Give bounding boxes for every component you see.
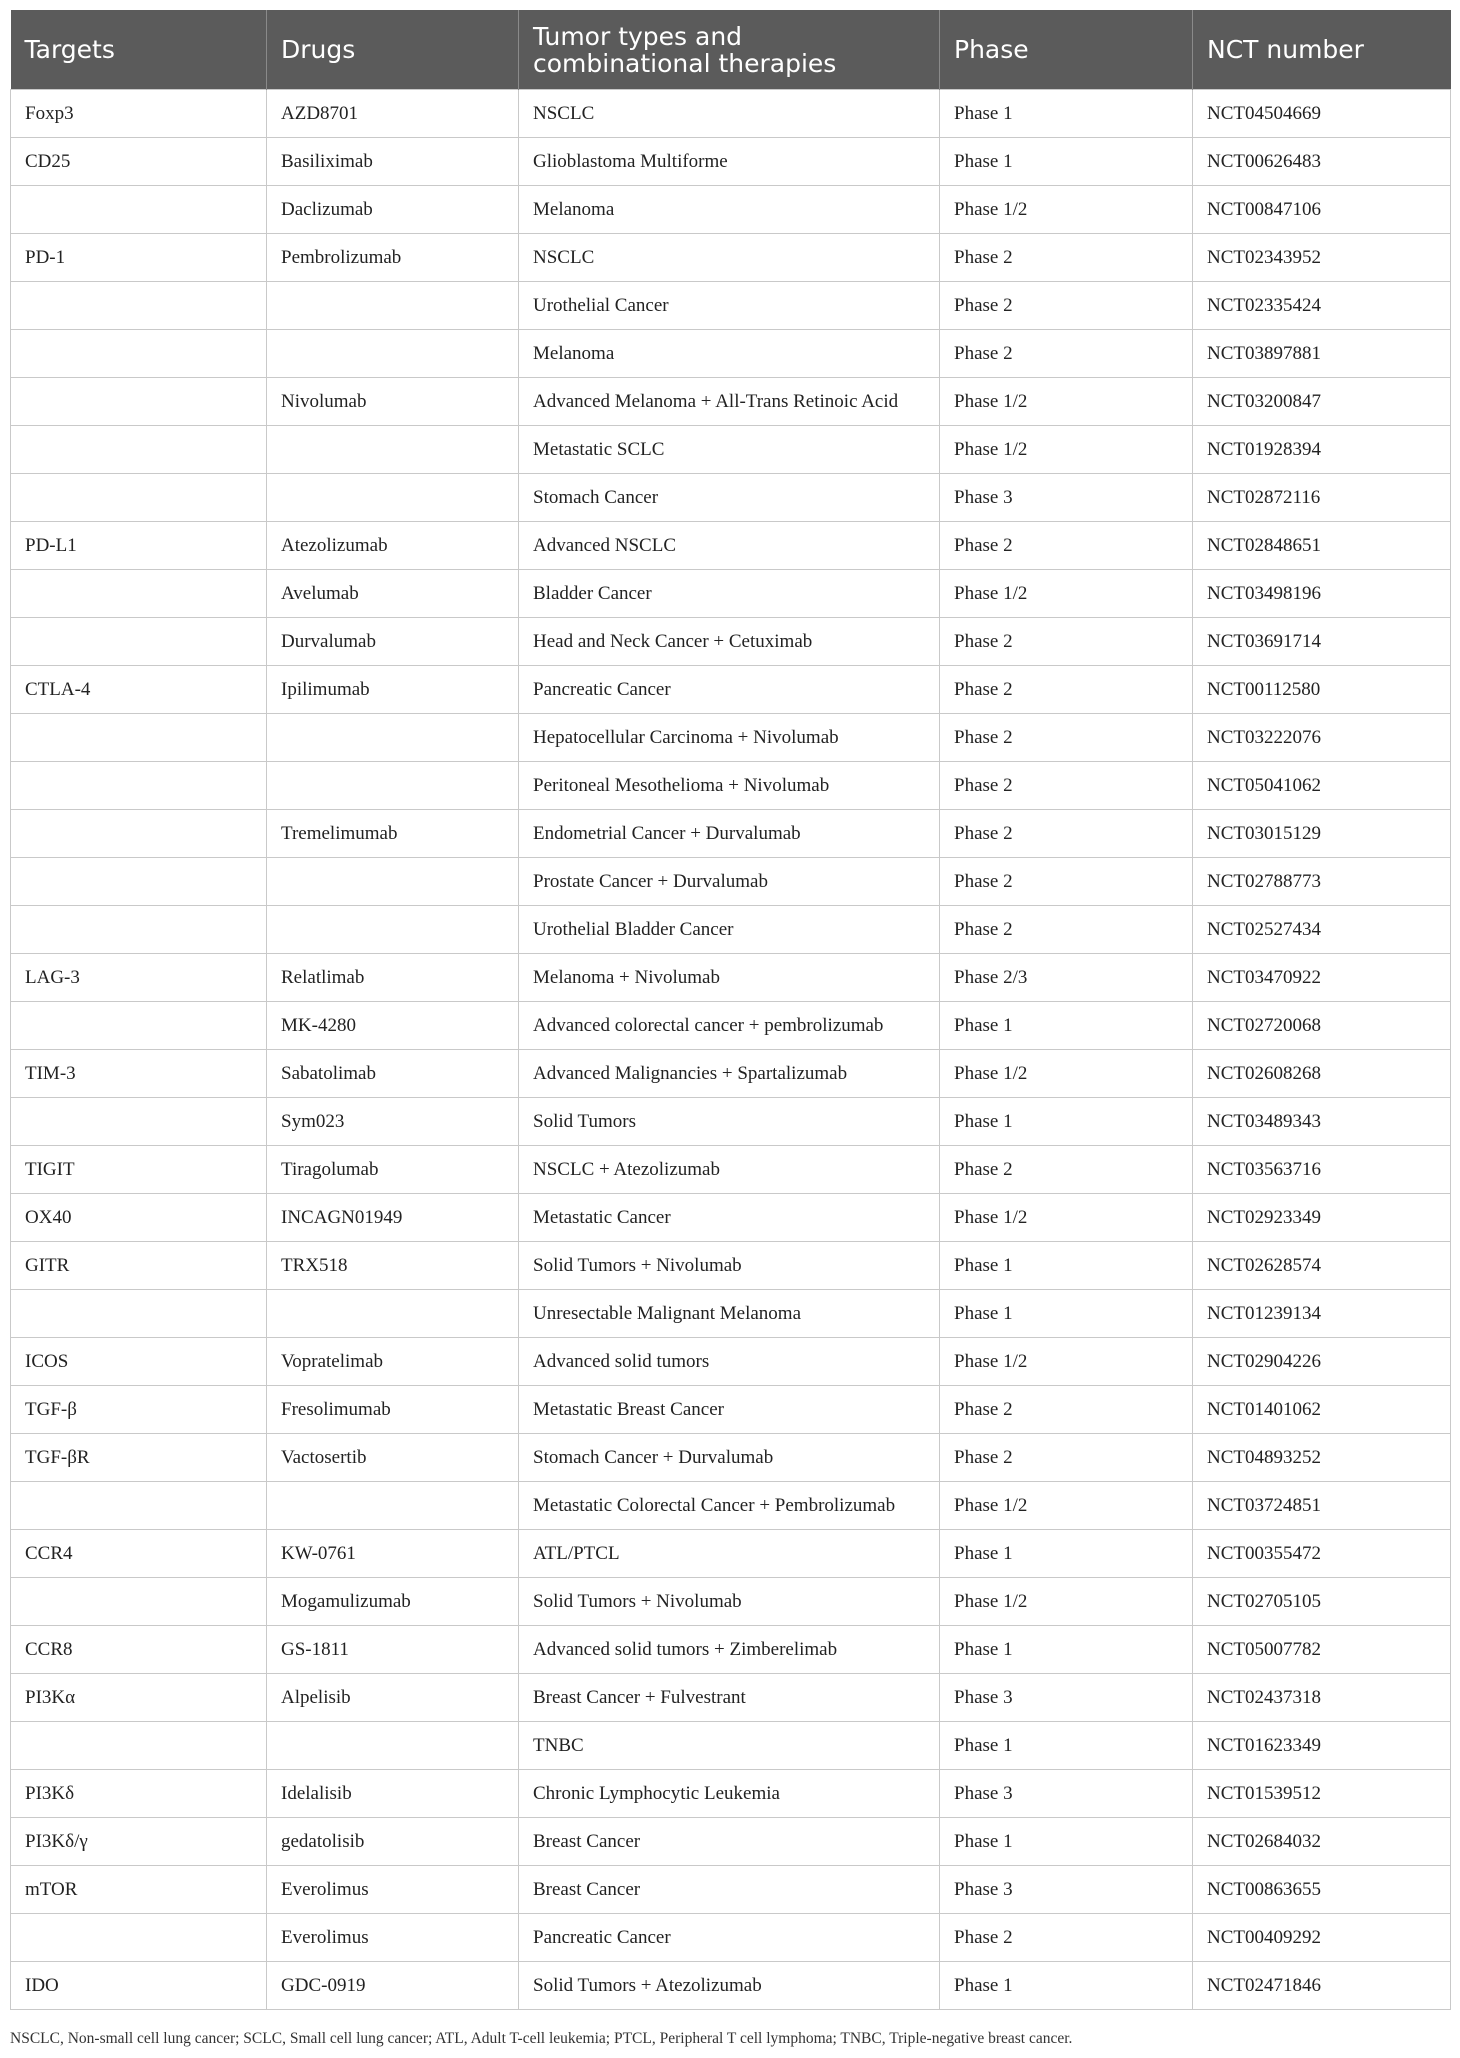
table-row	[11, 1578, 1451, 1626]
table-row	[11, 330, 1451, 378]
nct-number-cell: NCT03222076	[1193, 714, 1451, 762]
tumor-type-cell: Unresectable Malignant Melanoma	[519, 1290, 940, 1338]
nct-number-cell: NCT03498196	[1193, 570, 1451, 618]
drug-cell: Tremelimumab	[267, 810, 519, 858]
tumor-type-cell: Advanced Melanoma + All-Trans Retinoic Acid	[519, 378, 940, 426]
tumor-type-cell: Metastatic Breast Cancer	[519, 1386, 940, 1434]
tumor-type-cell: Pancreatic Cancer	[519, 666, 940, 714]
phase-cell: Phase 1/2	[940, 570, 1193, 618]
drug-cell: Sym023	[267, 1098, 519, 1146]
phase-cell: Phase 2	[940, 1914, 1193, 1962]
tumor-type-cell: Stomach Cancer + Durvalumab	[519, 1434, 940, 1482]
phase-cell: Phase 2	[940, 618, 1193, 666]
phase-cell: Phase 1	[940, 1818, 1193, 1866]
tumor-type-cell: Solid Tumors	[519, 1098, 940, 1146]
phase-cell: Phase 1/2	[940, 1338, 1193, 1386]
table-header	[11, 10, 1451, 90]
table-row	[11, 1242, 1451, 1290]
target-cell	[11, 906, 267, 954]
target-cell	[11, 570, 267, 618]
column-header-drugs: Drugs	[267, 10, 519, 90]
target-cell	[11, 1482, 267, 1530]
nct-number-cell: NCT02904226	[1193, 1338, 1451, 1386]
tumor-type-cell: Solid Tumors + Nivolumab	[519, 1242, 940, 1290]
target-cell	[11, 810, 267, 858]
table-row	[11, 954, 1451, 1002]
target-cell	[11, 474, 267, 522]
phase-cell: Phase 1/2	[940, 378, 1193, 426]
column-header-nct-number: NCT number	[1193, 10, 1451, 90]
drug-cell: GS-1811	[267, 1626, 519, 1674]
tumor-type-cell: Urothelial Bladder Cancer	[519, 906, 940, 954]
column-header-phase: Phase	[940, 10, 1193, 90]
phase-cell: Phase 2	[940, 666, 1193, 714]
phase-cell: Phase 2	[940, 1386, 1193, 1434]
nct-number-cell: NCT05007782	[1193, 1626, 1451, 1674]
tumor-type-cell: Solid Tumors + Atezolizumab	[519, 1962, 940, 2010]
nct-number-cell: NCT03691714	[1193, 618, 1451, 666]
phase-cell: Phase 1	[940, 1626, 1193, 1674]
nct-number-cell: NCT02471846	[1193, 1962, 1451, 2010]
target-cell	[11, 714, 267, 762]
drug-cell: Relatlimab	[267, 954, 519, 1002]
nct-number-cell: NCT02527434	[1193, 906, 1451, 954]
nct-number-cell: NCT02720068	[1193, 1002, 1451, 1050]
tumor-type-cell: Endometrial Cancer + Durvalumab	[519, 810, 940, 858]
target-cell: PI3Kα	[11, 1674, 267, 1722]
target-cell	[11, 426, 267, 474]
nct-number-cell: NCT00847106	[1193, 186, 1451, 234]
table-row	[11, 858, 1451, 906]
table-row	[11, 1626, 1451, 1674]
phase-cell: Phase 1	[940, 1962, 1193, 2010]
drug-cell: Avelumab	[267, 570, 519, 618]
drug-cell: AZD8701	[267, 90, 519, 138]
tumor-type-cell: Bladder Cancer	[519, 570, 940, 618]
drug-cell: gedatolisib	[267, 1818, 519, 1866]
phase-cell: Phase 1/2	[940, 1050, 1193, 1098]
table-row	[11, 1818, 1451, 1866]
table-body	[11, 90, 1451, 2010]
nct-number-cell: NCT02628574	[1193, 1242, 1451, 1290]
phase-cell: Phase 2	[940, 714, 1193, 762]
header-row	[11, 10, 1451, 90]
target-cell: CCR4	[11, 1530, 267, 1578]
nct-number-cell: NCT03563716	[1193, 1146, 1451, 1194]
target-cell: LAG-3	[11, 954, 267, 1002]
tumor-type-cell: Urothelial Cancer	[519, 282, 940, 330]
phase-cell: Phase 2	[940, 1434, 1193, 1482]
table-row	[11, 1674, 1451, 1722]
target-cell: IDO	[11, 1962, 267, 2010]
tumor-type-cell: Melanoma	[519, 330, 940, 378]
table-row	[11, 1434, 1451, 1482]
nct-number-cell: NCT02848651	[1193, 522, 1451, 570]
nct-number-cell: NCT02684032	[1193, 1818, 1451, 1866]
column-header-tumor-types: Tumor types and combinational therapies	[519, 10, 940, 90]
nct-number-cell: NCT03200847	[1193, 378, 1451, 426]
nct-number-cell: NCT00409292	[1193, 1914, 1451, 1962]
phase-cell: Phase 2	[940, 282, 1193, 330]
phase-cell: Phase 2	[940, 522, 1193, 570]
target-cell: PI3Kδ	[11, 1770, 267, 1818]
phase-cell: Phase 2	[940, 330, 1193, 378]
tumor-type-cell: Breast Cancer	[519, 1818, 940, 1866]
clinical-trials-table	[10, 10, 1451, 2010]
target-cell	[11, 1098, 267, 1146]
phase-cell: Phase 3	[940, 1770, 1193, 1818]
target-cell	[11, 186, 267, 234]
table-row	[11, 1098, 1451, 1146]
drug-cell	[267, 858, 519, 906]
drug-cell	[267, 1482, 519, 1530]
drug-cell: Durvalumab	[267, 618, 519, 666]
table-row	[11, 1338, 1451, 1386]
nct-number-cell: NCT03489343	[1193, 1098, 1451, 1146]
drug-cell	[267, 474, 519, 522]
table-row	[11, 1722, 1451, 1770]
phase-cell: Phase 1	[940, 138, 1193, 186]
table-row	[11, 1482, 1451, 1530]
table-row	[11, 666, 1451, 714]
phase-cell: Phase 1	[940, 1722, 1193, 1770]
phase-cell: Phase 1	[940, 1002, 1193, 1050]
table-row	[11, 810, 1451, 858]
nct-number-cell: NCT03470922	[1193, 954, 1451, 1002]
target-cell	[11, 330, 267, 378]
nct-number-cell: NCT00355472	[1193, 1530, 1451, 1578]
tumor-type-cell: NSCLC	[519, 234, 940, 282]
drug-cell: Mogamulizumab	[267, 1578, 519, 1626]
phase-cell: Phase 2	[940, 858, 1193, 906]
drug-cell: MK-4280	[267, 1002, 519, 1050]
phase-cell: Phase 3	[940, 1866, 1193, 1914]
phase-cell: Phase 2	[940, 762, 1193, 810]
target-cell: CD25	[11, 138, 267, 186]
tumor-type-cell: Peritoneal Mesothelioma + Nivolumab	[519, 762, 940, 810]
nct-number-cell: NCT00626483	[1193, 138, 1451, 186]
table-row	[11, 90, 1451, 138]
drug-cell: TRX518	[267, 1242, 519, 1290]
tumor-type-cell: Chronic Lymphocytic Leukemia	[519, 1770, 940, 1818]
table-row	[11, 1386, 1451, 1434]
drug-cell	[267, 906, 519, 954]
drug-cell: Atezolizumab	[267, 522, 519, 570]
nct-number-cell: NCT01928394	[1193, 426, 1451, 474]
phase-cell: Phase 1	[940, 1242, 1193, 1290]
target-cell: Foxp3	[11, 90, 267, 138]
phase-cell: Phase 1/2	[940, 426, 1193, 474]
tumor-type-cell: Breast Cancer + Fulvestrant	[519, 1674, 940, 1722]
table-row	[11, 570, 1451, 618]
drug-cell: Vactosertib	[267, 1434, 519, 1482]
table-row	[11, 186, 1451, 234]
drug-cell: Fresolimumab	[267, 1386, 519, 1434]
drug-cell: Idelalisib	[267, 1770, 519, 1818]
phase-cell: Phase 3	[940, 474, 1193, 522]
table-row	[11, 234, 1451, 282]
drug-cell	[267, 1290, 519, 1338]
phase-cell: Phase 2	[940, 906, 1193, 954]
table-row	[11, 426, 1451, 474]
nct-number-cell: NCT02437318	[1193, 1674, 1451, 1722]
drug-cell	[267, 1722, 519, 1770]
nct-number-cell: NCT01623349	[1193, 1722, 1451, 1770]
drug-cell	[267, 426, 519, 474]
tumor-type-cell: ATL/PTCL	[519, 1530, 940, 1578]
nct-number-cell: NCT00112580	[1193, 666, 1451, 714]
tumor-type-cell: Solid Tumors + Nivolumab	[519, 1578, 940, 1626]
drug-cell: Sabatolimab	[267, 1050, 519, 1098]
target-cell: TIGIT	[11, 1146, 267, 1194]
column-header-targets: Targets	[11, 10, 267, 90]
nct-number-cell: NCT03015129	[1193, 810, 1451, 858]
drug-cell	[267, 762, 519, 810]
target-cell	[11, 1002, 267, 1050]
target-cell: PI3Kδ/γ	[11, 1818, 267, 1866]
drug-cell: Alpelisib	[267, 1674, 519, 1722]
drug-cell: Vopratelimab	[267, 1338, 519, 1386]
nct-number-cell: NCT00863655	[1193, 1866, 1451, 1914]
drug-cell: Pembrolizumab	[267, 234, 519, 282]
table-row	[11, 1002, 1451, 1050]
drug-cell: KW-0761	[267, 1530, 519, 1578]
phase-cell: Phase 3	[940, 1674, 1193, 1722]
phase-cell: Phase 1/2	[940, 1482, 1193, 1530]
target-cell: PD-L1	[11, 522, 267, 570]
nct-number-cell: NCT02872116	[1193, 474, 1451, 522]
phase-cell: Phase 1/2	[940, 1578, 1193, 1626]
table-footnote: NSCLC, Non-small cell lung cancer; SCLC, Small cell lung cancer; ATL, Adult T-cell leukemia; PTCL, Peripheral T cell lymphoma; TNBC, Triple-negative breast cancer.	[10, 2030, 1073, 2047]
nct-number-cell: NCT02923349	[1193, 1194, 1451, 1242]
drug-cell: Everolimus	[267, 1914, 519, 1962]
nct-number-cell: NCT02335424	[1193, 282, 1451, 330]
drug-cell: GDC-0919	[267, 1962, 519, 2010]
tumor-type-cell: Melanoma + Nivolumab	[519, 954, 940, 1002]
nct-number-cell: NCT04893252	[1193, 1434, 1451, 1482]
nct-number-cell: NCT02343952	[1193, 234, 1451, 282]
drug-cell: Everolimus	[267, 1866, 519, 1914]
tumor-type-cell: Advanced solid tumors	[519, 1338, 940, 1386]
tumor-type-cell: Glioblastoma Multiforme	[519, 138, 940, 186]
target-cell: ICOS	[11, 1338, 267, 1386]
table-row	[11, 762, 1451, 810]
phase-cell: Phase 2/3	[940, 954, 1193, 1002]
table-row	[11, 1530, 1451, 1578]
target-cell	[11, 282, 267, 330]
phase-cell: Phase 1/2	[940, 186, 1193, 234]
table-row	[11, 1770, 1451, 1818]
tumor-type-cell: Melanoma	[519, 186, 940, 234]
target-cell: OX40	[11, 1194, 267, 1242]
tumor-type-cell: Metastatic Colorectal Cancer + Pembrolizumab	[519, 1482, 940, 1530]
target-cell: TGF-β	[11, 1386, 267, 1434]
table-row	[11, 522, 1451, 570]
nct-number-cell: NCT01239134	[1193, 1290, 1451, 1338]
target-cell	[11, 1290, 267, 1338]
table-row	[11, 1050, 1451, 1098]
nct-number-cell: NCT03724851	[1193, 1482, 1451, 1530]
drug-cell	[267, 714, 519, 762]
drug-cell: Ipilimumab	[267, 666, 519, 714]
drug-cell	[267, 282, 519, 330]
phase-cell: Phase 2	[940, 234, 1193, 282]
table-row	[11, 138, 1451, 186]
table-row	[11, 1866, 1451, 1914]
tumor-type-cell: Metastatic Cancer	[519, 1194, 940, 1242]
target-cell: CCR8	[11, 1626, 267, 1674]
phase-cell: Phase 1	[940, 1290, 1193, 1338]
target-cell	[11, 762, 267, 810]
phase-cell: Phase 1	[940, 90, 1193, 138]
phase-cell: Phase 1/2	[940, 1194, 1193, 1242]
tumor-type-cell: Advanced colorectal cancer + pembrolizumab	[519, 1002, 940, 1050]
target-cell: CTLA-4	[11, 666, 267, 714]
nct-number-cell: NCT02705105	[1193, 1578, 1451, 1626]
nct-number-cell: NCT05041062	[1193, 762, 1451, 810]
phase-cell: Phase 1	[940, 1530, 1193, 1578]
target-cell	[11, 858, 267, 906]
table-row	[11, 282, 1451, 330]
tumor-type-cell: Advanced solid tumors + Zimberelimab	[519, 1626, 940, 1674]
tumor-type-cell: Pancreatic Cancer	[519, 1914, 940, 1962]
tumor-type-cell: Stomach Cancer	[519, 474, 940, 522]
table-row	[11, 1914, 1451, 1962]
tumor-type-cell: Advanced NSCLC	[519, 522, 940, 570]
tumor-type-cell: Hepatocellular Carcinoma + Nivolumab	[519, 714, 940, 762]
target-cell	[11, 1914, 267, 1962]
target-cell: PD-1	[11, 234, 267, 282]
phase-cell: Phase 1	[940, 1098, 1193, 1146]
table-row	[11, 1962, 1451, 2010]
table-row	[11, 474, 1451, 522]
tumor-type-cell: Prostate Cancer + Durvalumab	[519, 858, 940, 906]
tumor-type-cell: NSCLC	[519, 90, 940, 138]
nct-number-cell: NCT04504669	[1193, 90, 1451, 138]
target-cell	[11, 1578, 267, 1626]
nct-number-cell: NCT02788773	[1193, 858, 1451, 906]
clinical-trials-table-container	[10, 10, 1450, 2010]
nct-number-cell: NCT03897881	[1193, 330, 1451, 378]
tumor-type-cell: Breast Cancer	[519, 1866, 940, 1914]
table-row	[11, 906, 1451, 954]
target-cell: mTOR	[11, 1866, 267, 1914]
table-row	[11, 378, 1451, 426]
nct-number-cell: NCT01539512	[1193, 1770, 1451, 1818]
target-cell	[11, 378, 267, 426]
target-cell: GITR	[11, 1242, 267, 1290]
table-row	[11, 714, 1451, 762]
nct-number-cell: NCT01401062	[1193, 1386, 1451, 1434]
drug-cell: Basiliximab	[267, 138, 519, 186]
drug-cell: Daclizumab	[267, 186, 519, 234]
tumor-type-cell: Head and Neck Cancer + Cetuximab	[519, 618, 940, 666]
table-row	[11, 1290, 1451, 1338]
table-row	[11, 1146, 1451, 1194]
tumor-type-cell: Advanced Malignancies + Spartalizumab	[519, 1050, 940, 1098]
tumor-type-cell: NSCLC + Atezolizumab	[519, 1146, 940, 1194]
target-cell: TGF-βR	[11, 1434, 267, 1482]
table-row	[11, 618, 1451, 666]
target-cell	[11, 618, 267, 666]
drug-cell	[267, 330, 519, 378]
nct-number-cell: NCT02608268	[1193, 1050, 1451, 1098]
target-cell	[11, 1722, 267, 1770]
tumor-type-cell: Metastatic SCLC	[519, 426, 940, 474]
drug-cell: Nivolumab	[267, 378, 519, 426]
phase-cell: Phase 2	[940, 810, 1193, 858]
drug-cell: Tiragolumab	[267, 1146, 519, 1194]
phase-cell: Phase 2	[940, 1146, 1193, 1194]
tumor-type-cell: TNBC	[519, 1722, 940, 1770]
drug-cell: INCAGN01949	[267, 1194, 519, 1242]
table-row	[11, 1194, 1451, 1242]
target-cell: TIM-3	[11, 1050, 267, 1098]
